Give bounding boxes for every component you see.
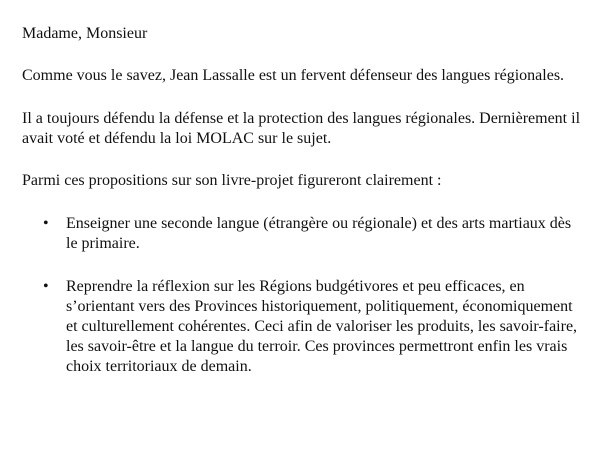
- proposals-list: [22, 214, 583, 377]
- list-item: [22, 214, 583, 254]
- bullet-icon: •: [43, 278, 49, 295]
- list-item: [22, 277, 583, 377]
- list-item-text: Reprendre la réflexion sur les Régions budgétivores et peu efficaces, en s’orientant vers des Provinces historiquement, politiquement, économiquement et culturellement cohérentes. Ceci afin de valoriser les produits, les savoir-faire, les savoir-être et la langue du terroir. Ces provinces permettront enfin les vrais choix territoriaux de demain.: [66, 278, 578, 375]
- salutation: Madame, Monsieur: [22, 25, 148, 42]
- paragraph-defense: Il a toujours défendu la défense et la protection des langues régionales. Dernièrement il avait voté et défendu la loi MOLAC sur le sujet.: [22, 110, 581, 147]
- paragraph-proposals: Parmi ces propositions sur son livre-projet figureront clairement :: [22, 172, 442, 189]
- bullet-icon: •: [43, 215, 49, 232]
- paragraph-intro: Comme vous le savez, Jean Lassalle est un fervent défenseur des langues régionales.: [22, 67, 565, 84]
- list-item-text: Enseigner une seconde langue (étrangère ou régionale) et des arts martiaux dès le primaire.: [66, 215, 572, 252]
